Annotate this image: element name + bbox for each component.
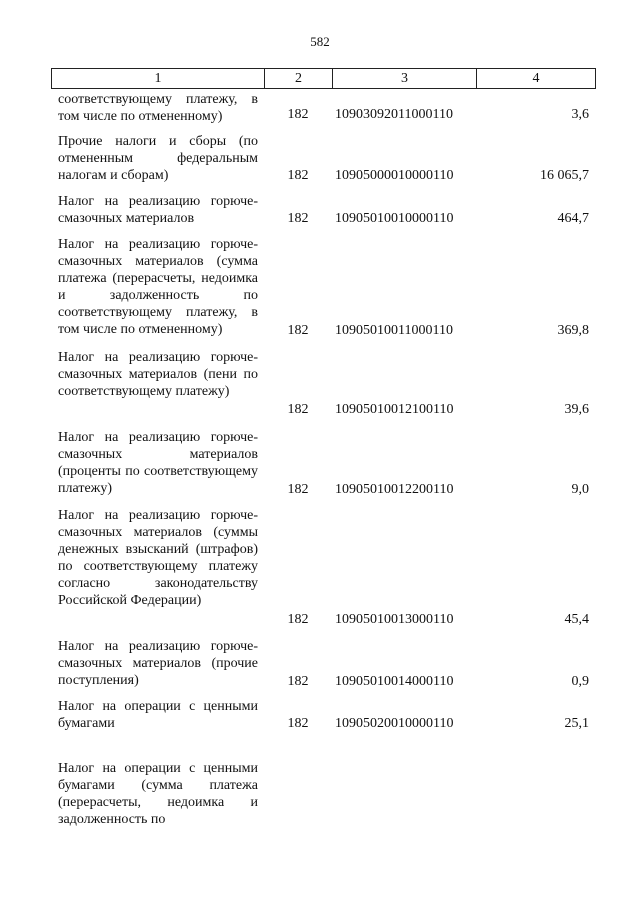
- row-admin-code: 182: [287, 107, 309, 122]
- header-col-1: 1: [154, 71, 162, 86]
- row-amount: 39,6: [564, 402, 589, 417]
- row-description: Налог на операции с ценными бумагами: [58, 699, 258, 731]
- header-col-2: 2: [264, 69, 332, 88]
- row-budget-code: 10905020010000110: [335, 716, 454, 731]
- row-amount: 0,9: [571, 674, 589, 689]
- row-amount: 369,8: [557, 323, 589, 338]
- row-admin-code: 182: [287, 716, 309, 731]
- header-col-4: 4: [476, 69, 595, 88]
- row-admin-code: 182: [287, 168, 309, 183]
- row-amount: 9,0: [571, 482, 589, 497]
- row-description: соответствующему платежу, в том числе по отмененному): [58, 92, 258, 124]
- row-admin-code: 182: [287, 211, 309, 226]
- row-admin-code: 182: [287, 402, 309, 417]
- row-budget-code: 10905010012200110: [335, 482, 454, 497]
- row-admin-code: 182: [287, 612, 309, 627]
- row-admin-code: 182: [287, 323, 309, 338]
- row-description: Налог на реализацию горюче-смазочных материалов (сумма платежа (перерасчеты, недоимка и задолженность по соответствующему платежу, в том числе по отмененному): [58, 237, 258, 337]
- row-budget-code: 10905010014000110: [335, 674, 454, 689]
- row-amount: 45,4: [564, 612, 589, 627]
- row-description: Налог на операции с ценными бумагами (сумма платежа (перерасчеты, недоимка и задолженность по: [58, 761, 258, 827]
- row-description: Прочие налоги и сборы (по отмененным федеральным налогам и сборам): [58, 134, 258, 183]
- row-budget-code: 10905010010000110: [335, 211, 454, 226]
- row-budget-code: 10903092011000110: [335, 107, 453, 122]
- row-admin-code: 182: [287, 674, 309, 689]
- row-budget-code: 10905010011000110: [335, 323, 453, 338]
- row-budget-code: 10905010012100110: [335, 402, 454, 417]
- row-amount: 3,6: [571, 107, 589, 122]
- row-budget-code: 10905010013000110: [335, 612, 454, 627]
- row-budget-code: 10905000010000110: [335, 168, 454, 183]
- row-description: Налог на реализацию горюче-смазочных материалов (пени по соответствующему платежу): [58, 350, 258, 399]
- row-amount: 16 065,7: [540, 168, 589, 183]
- row-description: Налог на реализацию горюче-смазочных материалов (проценты по соответствующему платежу): [58, 430, 258, 496]
- row-description: Налог на реализацию горюче-смазочных материалов (суммы денежных взысканий (штрафов) по соответствующему платежу согласно законодательству Российской Федерации): [58, 508, 258, 608]
- table-header-row: [51, 68, 596, 89]
- row-amount: 464,7: [557, 211, 589, 226]
- page-number: 582: [310, 34, 330, 49]
- row-description: Налог на реализацию горюче-смазочных материалов (прочие поступления): [58, 639, 258, 688]
- row-description: Налог на реализацию горюче-смазочных материалов: [58, 194, 258, 226]
- row-admin-code: 182: [287, 482, 309, 497]
- row-amount: 25,1: [564, 716, 589, 731]
- header-col-3: 3: [332, 69, 476, 88]
